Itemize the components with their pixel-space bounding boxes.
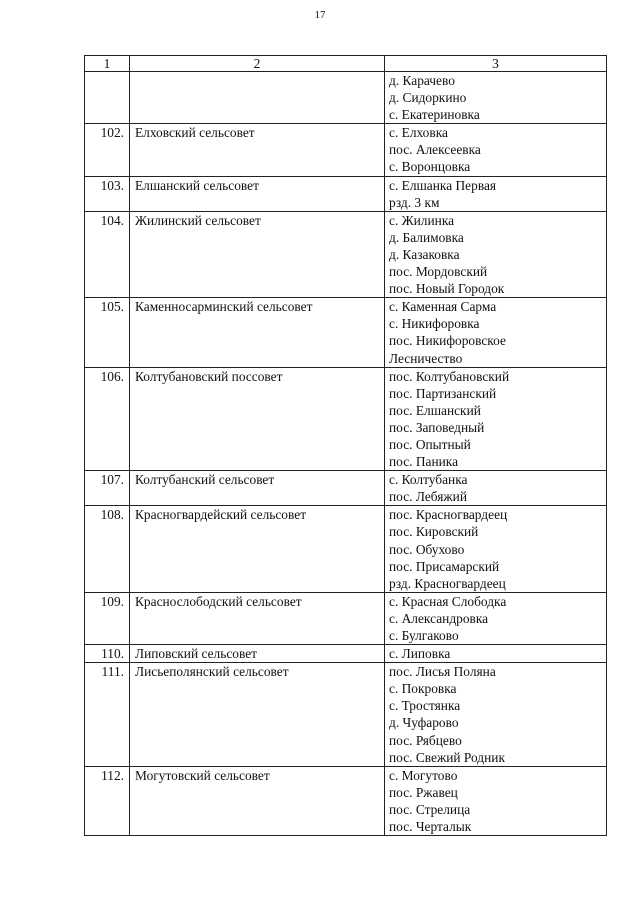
settlement-name: д. Сидоркино <box>389 90 467 106</box>
settlements-cell <box>385 211 607 297</box>
settlements-cell <box>385 298 607 367</box>
settlement-name: пос. Алексеевка <box>389 142 481 158</box>
settlement-name: д. Чуфарово <box>389 715 459 731</box>
settlements-cell <box>385 471 607 506</box>
municipality-name: Красногвардейский сельсовет <box>130 506 385 592</box>
settlement-name: пос. Заповедный <box>389 419 485 435</box>
header-col-1: 1 <box>85 56 130 72</box>
table-row <box>85 663 607 767</box>
settlement-name: с. Каменная Сарма <box>389 299 497 315</box>
table-header <box>85 56 607 72</box>
settlement-name: с. Жилинка <box>389 212 455 228</box>
settlement-name: пос. Никифоровское <box>389 333 506 349</box>
settlements-cell <box>385 72 607 124</box>
row-number: 102. <box>85 124 130 176</box>
settlement-name: рзд. Красногвардеец <box>389 575 506 591</box>
settlement-name: пос. Рябцево <box>389 732 462 748</box>
table-row <box>85 471 607 506</box>
settlement-name: с. Елховка <box>389 125 448 141</box>
settlement-name: пос. Стрелица <box>389 801 471 817</box>
table-row <box>85 124 607 176</box>
settlement-name: д. Карачево <box>389 73 455 88</box>
municipality-name <box>130 72 385 124</box>
municipality-name: Краснослободский сельсовет <box>130 592 385 644</box>
row-number: 105. <box>85 298 130 367</box>
header-col-3: 3 <box>385 56 607 72</box>
settlement-name: с. Липовка <box>389 646 451 662</box>
table-row <box>85 367 607 471</box>
settlement-name: с. Никифоровка <box>389 316 480 332</box>
settlement-name: пос. Красногвардеец <box>389 507 508 523</box>
settlement-name: пос. Партизанский <box>389 385 497 401</box>
settlements-cell <box>385 124 607 176</box>
settlement-name: рзд. 3 км <box>389 194 440 210</box>
table-row <box>85 211 607 297</box>
settlement-name: пос. Опытный <box>389 436 471 452</box>
table-row <box>85 298 607 367</box>
row-number: 110. <box>85 645 130 663</box>
settlements-table <box>84 55 607 836</box>
settlement-name: д. Балимовка <box>389 229 464 245</box>
settlement-name: с. Елшанка Первая <box>389 177 497 193</box>
settlement-name: Лесничество <box>389 350 463 366</box>
settlement-name: пос. Колтубановский <box>389 368 510 384</box>
settlement-name: с. Колтубанка <box>389 472 468 488</box>
municipality-name: Лисьеполянский сельсовет <box>130 663 385 767</box>
settlement-name: пос. Обухово <box>389 541 465 557</box>
settlement-name: с. Александровка <box>389 610 489 626</box>
settlement-name: с. Екатериновка <box>389 107 480 123</box>
settlement-name: пос. Елшанский <box>389 402 481 418</box>
settlements-cell <box>385 645 607 663</box>
table-header-row <box>85 56 607 72</box>
settlement-name: пос. Кировский <box>389 524 479 540</box>
municipality-name: Елховский сельсовет <box>130 124 385 176</box>
settlement-name: пос. Паника <box>389 454 459 470</box>
settlement-name: пос. Новый Городок <box>389 281 505 297</box>
settlements-cell <box>385 663 607 767</box>
table-row <box>85 592 607 644</box>
table-row <box>85 766 607 835</box>
settlements-cell <box>385 176 607 211</box>
municipality-name: Каменносарминский сельсовет <box>130 298 385 367</box>
row-number: 107. <box>85 471 130 506</box>
row-number <box>85 72 130 124</box>
row-number: 103. <box>85 176 130 211</box>
page-number: 17 <box>314 9 326 21</box>
settlement-name: с. Булгаково <box>389 628 459 643</box>
row-number: 112. <box>85 766 130 835</box>
municipality-name: Колтубановский поссовет <box>130 367 385 471</box>
settlement-name: пос. Черталык <box>389 819 472 835</box>
settlement-name: пос. Лисья Поляна <box>389 664 496 680</box>
settlement-name: пос. Ржавец <box>389 784 458 800</box>
row-number: 109. <box>85 592 130 644</box>
municipality-name: Елшанский сельсовет <box>130 176 385 211</box>
settlement-name: пос. Лебяжий <box>389 489 467 505</box>
table-row <box>85 176 607 211</box>
municipality-name: Липовский сельсовет <box>130 645 385 663</box>
settlement-name: пос. Свежий Родник <box>389 749 505 765</box>
header-col-2: 2 <box>130 56 385 72</box>
row-number: 106. <box>85 367 130 471</box>
municipality-name: Жилинский сельсовет <box>130 211 385 297</box>
table-row <box>85 72 607 124</box>
table-body <box>85 72 607 836</box>
row-number: 108. <box>85 506 130 592</box>
settlements-cell <box>385 367 607 471</box>
row-number: 104. <box>85 211 130 297</box>
municipality-name: Колтубанский сельсовет <box>130 471 385 506</box>
municipality-name: Могутовский сельсовет <box>130 766 385 835</box>
settlement-name: пос. Присамарский <box>389 558 500 574</box>
settlement-name: с. Тростянка <box>389 698 461 714</box>
settlement-name: с. Могутово <box>389 767 458 783</box>
table-row <box>85 506 607 592</box>
table-row <box>85 645 607 663</box>
settlement-name: д. Казаковка <box>389 246 460 262</box>
settlement-name: пос. Мордовский <box>389 264 488 280</box>
settlement-name: с. Покровка <box>389 681 457 697</box>
row-number: 111. <box>85 663 130 767</box>
settlements-cell <box>385 766 607 835</box>
settlement-name: с. Воронцовка <box>389 159 471 175</box>
settlements-cell <box>385 506 607 592</box>
settlements-cell <box>385 592 607 644</box>
settlement-name: с. Красная Слободка <box>389 593 507 609</box>
